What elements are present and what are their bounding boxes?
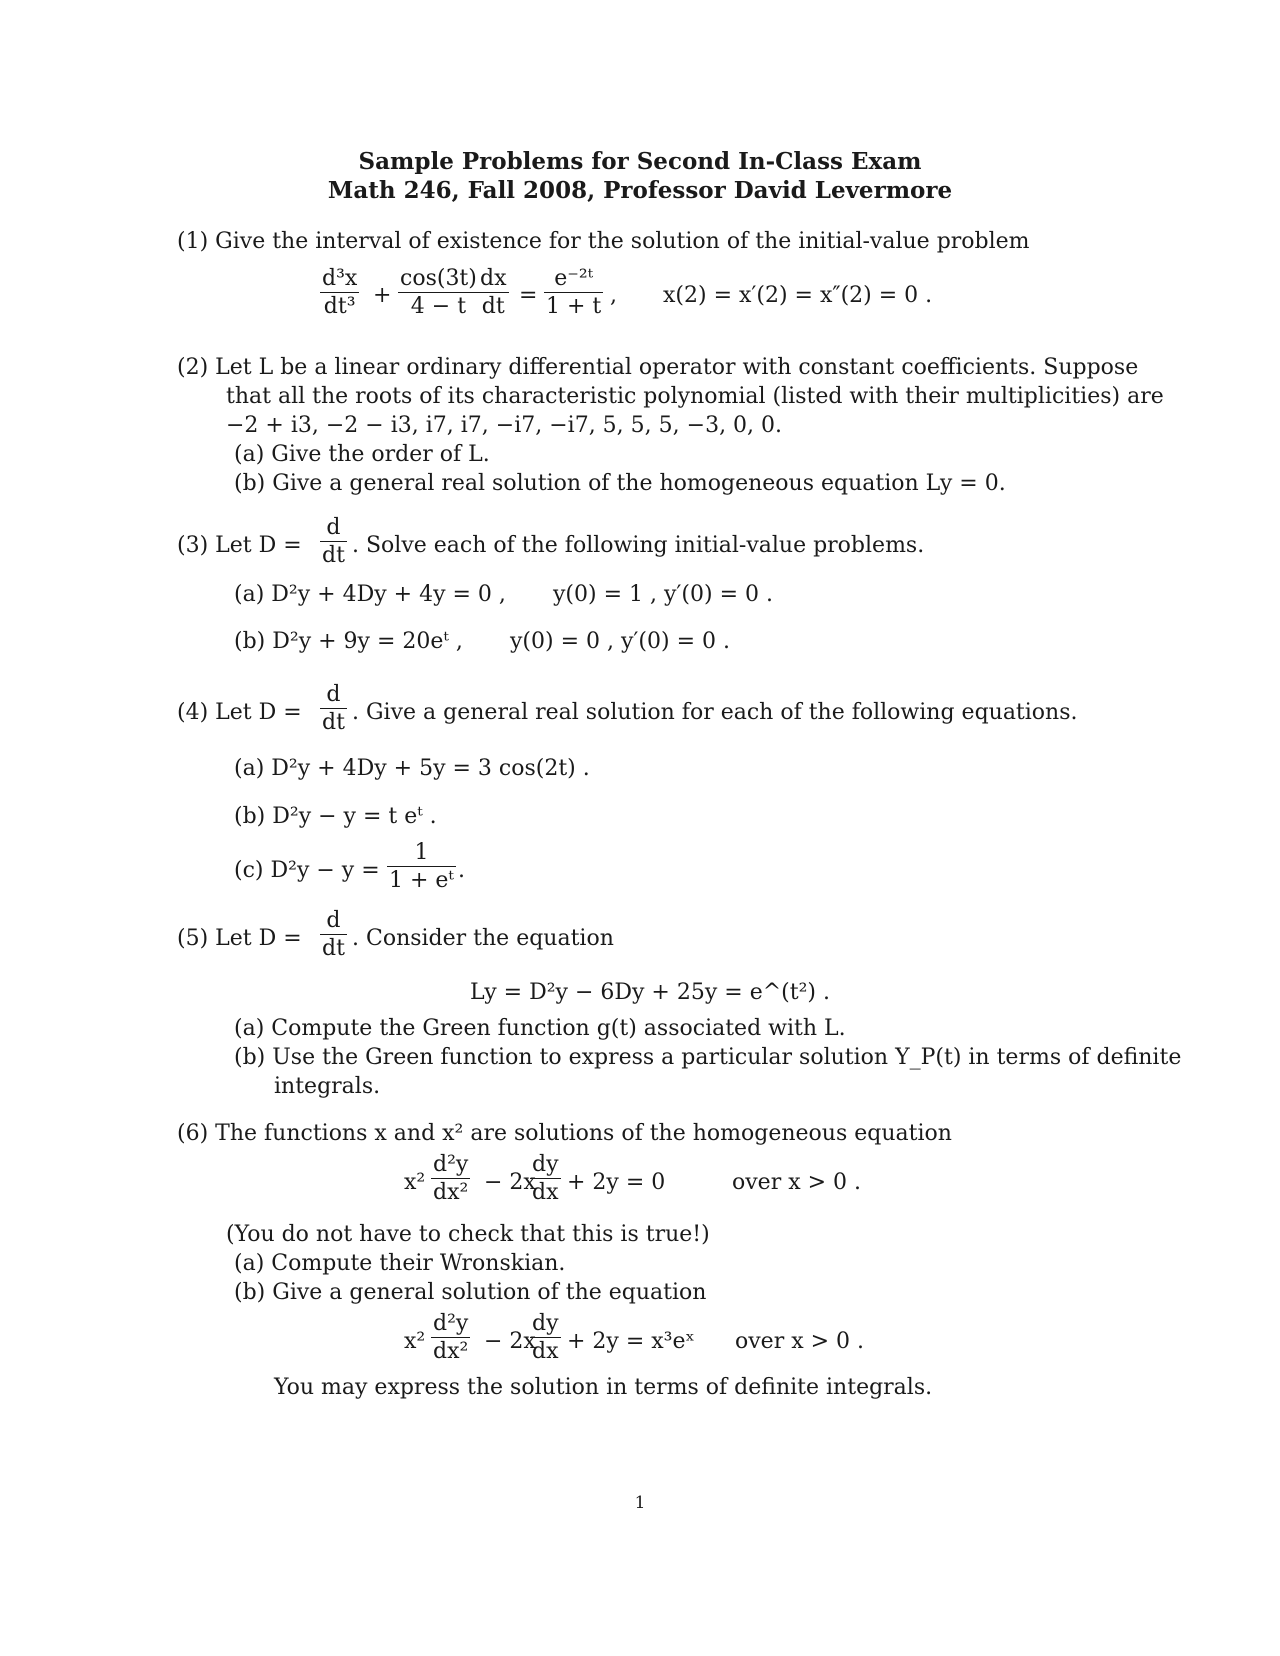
fraction-numerator: cos(3t) bbox=[400, 266, 477, 291]
fraction-numerator: d³x bbox=[322, 266, 358, 291]
fraction-denominator: dx² bbox=[431, 1178, 470, 1205]
page-number: 1 bbox=[634, 1493, 646, 1513]
fraction-denominator: dt bbox=[322, 543, 345, 568]
problem-6-inh-domain: over x > 0 . bbox=[735, 1329, 865, 1354]
problem-6-text: (6) The functions x and x² are solutions of the homogeneous equation bbox=[177, 1121, 952, 1146]
problem-4-part-b: (b) D²y − y = t eᵗ . bbox=[234, 804, 437, 829]
problem-4-d-dt bbox=[320, 682, 347, 735]
problem-1-initial-conditions: x(2) = x′(2) = x″(2) = 0 . bbox=[663, 283, 933, 308]
problem-6-inh-fraction-dy bbox=[530, 1311, 561, 1364]
fraction-numerator: 1 bbox=[414, 840, 429, 865]
problem-2-part-a: (a) Give the order of L. bbox=[234, 442, 490, 467]
problem-6-hom-fraction-d2y bbox=[431, 1152, 470, 1205]
problem-1-fraction-d3x bbox=[320, 266, 359, 319]
problem-2-line-1: (2) Let L be a linear ordinary differential operator with constant coefficients. Suppose bbox=[177, 355, 1139, 380]
problem-4-prefix: (4) Let D = bbox=[177, 700, 302, 725]
problem-4-text: . Give a general real solution for each of the following equations. bbox=[352, 700, 1078, 725]
fraction-numerator: dx bbox=[480, 266, 507, 291]
problem-6-inh-minus: − 2x bbox=[484, 1329, 536, 1354]
problem-5-text: . Consider the equation bbox=[352, 926, 614, 951]
problem-6-part-b: (b) Give a general solution of the equation bbox=[234, 1280, 707, 1305]
problem-1-plus: + bbox=[373, 283, 392, 308]
fraction-denominator: dt bbox=[322, 710, 345, 735]
problem-3-part-a-equation: (a) D²y + 4Dy + 4y = 0 , bbox=[234, 582, 506, 607]
problem-3-part-b-equation: (b) D²y + 9y = 20eᵗ , bbox=[234, 629, 463, 654]
problem-4-part-c-fraction bbox=[387, 840, 456, 893]
fraction-numerator: d bbox=[326, 908, 341, 933]
problem-4-part-a: (a) D²y + 4Dy + 5y = 3 cos(2t) . bbox=[234, 756, 590, 781]
fraction-denominator: dt bbox=[478, 292, 509, 319]
problem-3-part-b-initial: y(0) = 0 , y′(0) = 0 . bbox=[510, 629, 730, 654]
fraction-numerator: dy bbox=[532, 1311, 559, 1336]
fraction-denominator: dx bbox=[530, 1337, 561, 1364]
problem-6-note: (You do not have to check that this is true!) bbox=[226, 1222, 710, 1247]
problem-3-d-dt bbox=[320, 515, 347, 568]
problem-1-comma: , bbox=[610, 283, 617, 308]
problem-5-d-dt bbox=[320, 908, 347, 961]
problem-1-fraction-dxdt bbox=[478, 266, 509, 319]
problem-1-fraction-cos bbox=[398, 266, 479, 319]
problem-2-line-3: −2 + i3, −2 − i3, i7, i7, −i7, −i7, 5, 5, 5, −3, 0, 0. bbox=[226, 413, 783, 438]
fraction-denominator: 1 + t bbox=[546, 294, 602, 319]
problem-6-hom-domain: over x > 0 . bbox=[732, 1170, 862, 1195]
problem-6-part-a: (a) Compute their Wronskian. bbox=[234, 1251, 566, 1276]
problem-1-equals: = bbox=[519, 283, 538, 308]
fraction-numerator: d bbox=[326, 515, 341, 540]
problem-2-part-b: (b) Give a general real solution of the homogeneous equation Ly = 0. bbox=[234, 471, 1006, 496]
title-line-1: Sample Problems for Second In-Class Exam bbox=[358, 148, 922, 175]
problem-1-fraction-exp bbox=[544, 266, 603, 319]
problem-5-equation: Ly = D²y − 6Dy + 25y = e^(t²) . bbox=[470, 980, 830, 1005]
problem-6-hom-rest: + 2y = 0 bbox=[567, 1170, 666, 1195]
problem-6-final-note: You may express the solution in terms of definite integrals. bbox=[274, 1375, 933, 1400]
problem-6-hom-minus: − 2x bbox=[484, 1170, 536, 1195]
problem-5-part-b-line-2: integrals. bbox=[274, 1074, 381, 1099]
problem-6-hom-fraction-dy bbox=[530, 1152, 561, 1205]
problem-4-part-c-prefix: (c) D²y − y = bbox=[234, 858, 380, 883]
fraction-numerator: d²y bbox=[433, 1152, 469, 1177]
fraction-numerator: dy bbox=[532, 1152, 559, 1177]
problem-6-inh-rest: + 2y = x³eˣ bbox=[567, 1329, 695, 1354]
fraction-denominator: 4 − t bbox=[398, 292, 479, 319]
problem-5-part-b-line-1: (b) Use the Green function to express a particular solution Y_P(t) in terms of definite bbox=[234, 1045, 1182, 1070]
fraction-denominator: dx² bbox=[431, 1337, 470, 1364]
title-line-2: Math 246, Fall 2008, Professor David Levermore bbox=[327, 177, 953, 204]
problem-6-inh-x2: x² bbox=[404, 1329, 426, 1354]
fraction-numerator: d²y bbox=[433, 1311, 469, 1336]
problem-2-line-2: that all the roots of its characteristic polynomial (listed with their multiplicities) are bbox=[226, 384, 1164, 409]
problem-6-inh-fraction-d2y bbox=[431, 1311, 470, 1364]
fraction-denominator: dx bbox=[530, 1178, 561, 1205]
problem-3-part-a-initial: y(0) = 1 , y′(0) = 0 . bbox=[553, 582, 773, 607]
problem-5-part-a: (a) Compute the Green function g(t) associated with L. bbox=[234, 1016, 846, 1041]
fraction-denominator: 1 + eᵗ bbox=[389, 868, 454, 893]
problem-4-part-c-suffix: . bbox=[458, 858, 465, 883]
fraction-numerator: e⁻²ᵗ bbox=[554, 266, 594, 291]
fraction-denominator: dt bbox=[322, 936, 345, 961]
fraction-numerator: d bbox=[326, 682, 341, 707]
problem-5-prefix: (5) Let D = bbox=[177, 926, 302, 951]
problem-3-prefix: (3) Let D = bbox=[177, 533, 302, 558]
problem-1-text: (1) Give the interval of existence for the solution of the initial-value problem bbox=[177, 229, 1030, 254]
problem-6-hom-x2: x² bbox=[404, 1170, 426, 1195]
problem-3-text: . Solve each of the following initial-value problems. bbox=[352, 533, 925, 558]
fraction-denominator: dt³ bbox=[320, 292, 359, 319]
